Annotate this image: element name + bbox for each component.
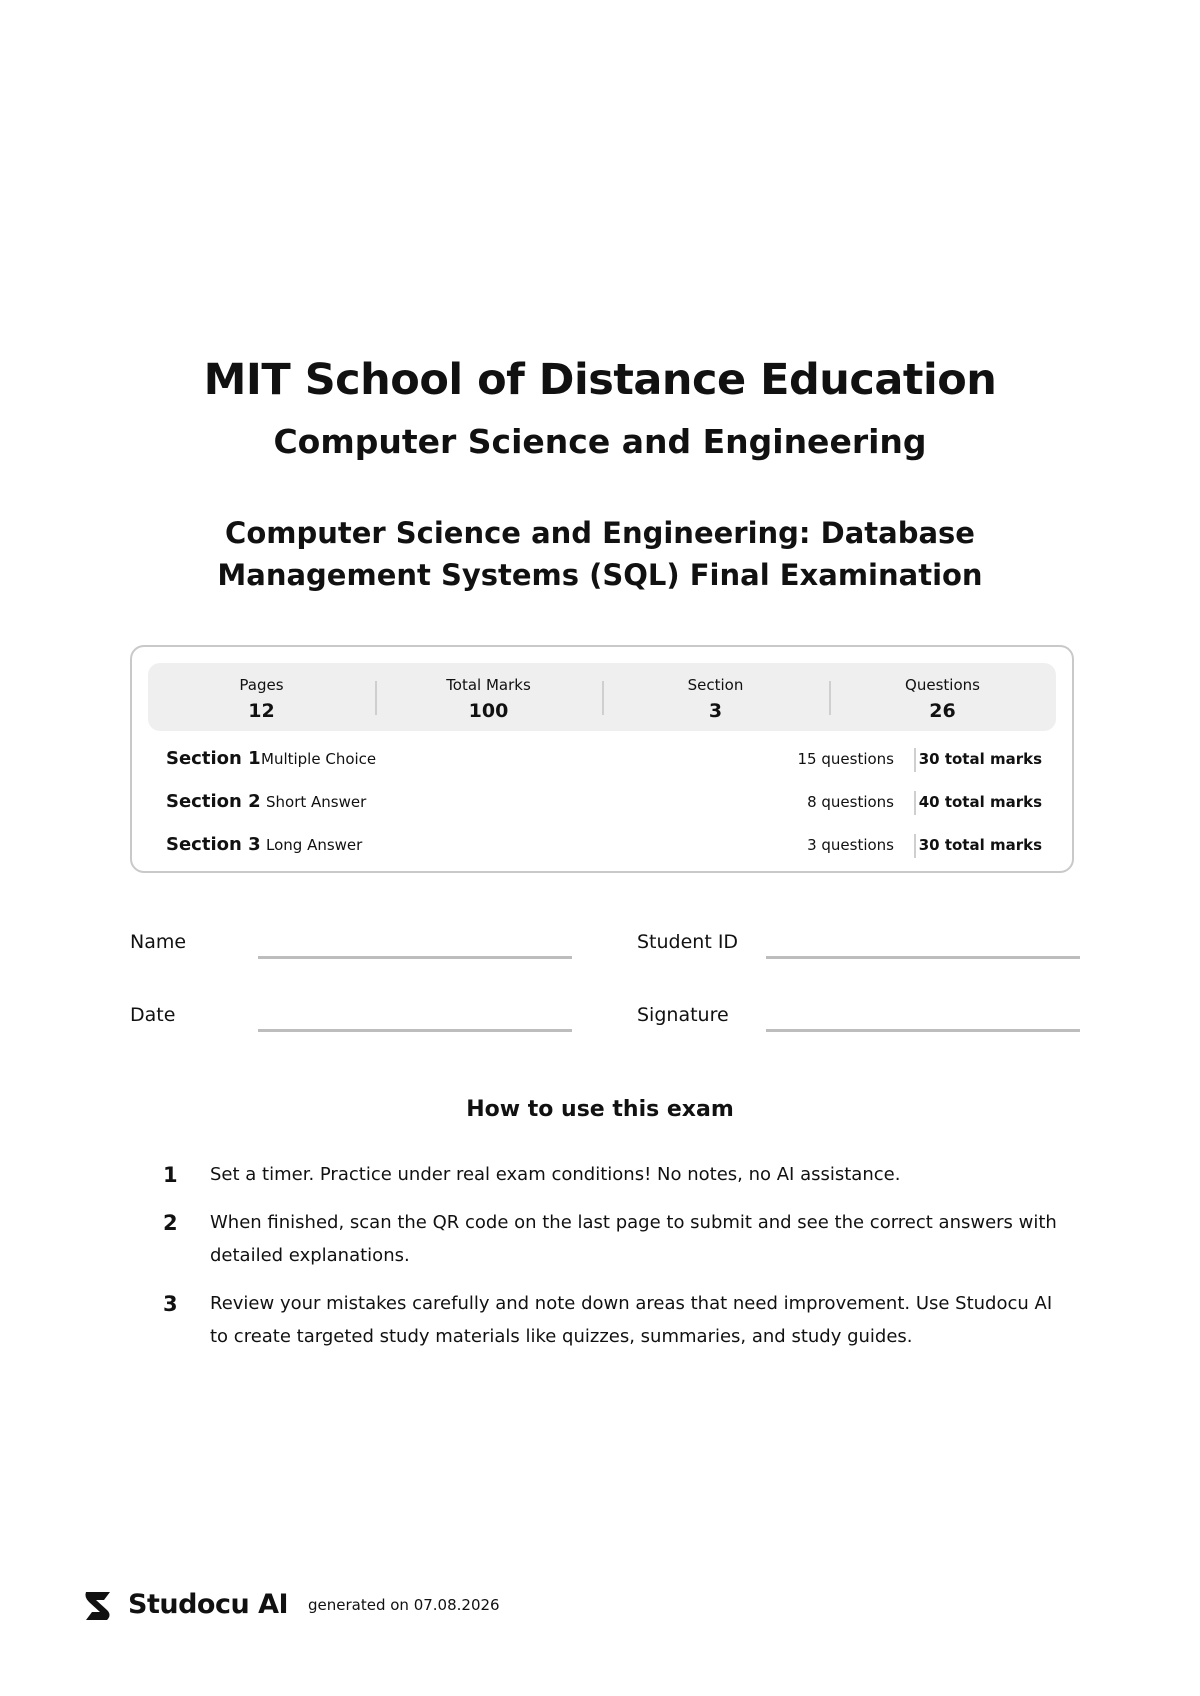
signature-field[interactable] — [766, 1029, 1080, 1032]
stat-value: 100 — [468, 700, 509, 722]
studocu-logo-icon — [80, 1588, 116, 1624]
stat-section — [602, 663, 829, 731]
section-row-1 — [166, 748, 1042, 772]
student-id-field[interactable] — [766, 956, 1080, 959]
section-name: Section 3 — [166, 834, 261, 855]
section-marks: 30 total marks — [918, 750, 1042, 768]
instructions-heading: How to use this exam — [466, 1097, 734, 1122]
step-number: 1 — [163, 1163, 178, 1187]
footer-brand: Studocu AI — [128, 1589, 289, 1620]
stat-value: 12 — [248, 700, 275, 722]
divider — [914, 834, 916, 858]
section-type: Long Answer — [266, 836, 363, 854]
stat-label: Questions — [905, 676, 980, 694]
signature-label: Signature — [637, 1004, 729, 1026]
divider — [914, 791, 916, 815]
step-text: Review your mistakes carefully and note down areas that need improvement. Use Studocu AI to create targeted study materials like quizzes, summaries, and study guides. — [210, 1293, 1053, 1347]
date-field[interactable] — [258, 1029, 572, 1032]
step-text: When finished, scan the QR code on the last page to submit and see the correct answers with detailed explanations. — [210, 1212, 1057, 1266]
section-questions: 3 questions — [807, 836, 894, 854]
stats-bar — [148, 663, 1056, 731]
step-text: Set a timer. Practice under real exam conditions! No notes, no AI assistance. — [210, 1164, 901, 1185]
stat-value: 26 — [929, 700, 956, 722]
stat-label: Section — [687, 676, 744, 694]
section-name: Section 2 — [166, 791, 261, 812]
stat-label: Pages — [239, 676, 284, 694]
generated-date: generated on 07.08.2026 — [308, 1596, 500, 1614]
section-questions: 15 questions — [797, 750, 894, 768]
page-title: MIT School of Distance Education — [203, 355, 997, 405]
step-number: 3 — [163, 1292, 178, 1316]
department-subtitle: Computer Science and Engineering — [273, 422, 927, 461]
section-questions: 8 questions — [807, 793, 894, 811]
student-id-label: Student ID — [637, 931, 739, 953]
section-type: Short Answer — [266, 793, 367, 811]
date-label: Date — [130, 1004, 176, 1026]
section-marks: 40 total marks — [918, 793, 1042, 811]
exam-title: Computer Science and Engineering: Database Management Systems (SQL) Final Examination — [217, 516, 983, 592]
stat-total-marks — [375, 663, 602, 731]
name-label: Name — [130, 931, 187, 953]
section-type: Multiple Choice — [261, 750, 377, 768]
exam-summary-box — [130, 645, 1074, 873]
stat-pages — [148, 663, 375, 731]
divider — [914, 748, 916, 772]
section-row-2 — [166, 791, 1042, 815]
section-row-3 — [166, 834, 1042, 858]
stat-value: 3 — [708, 700, 723, 722]
name-field[interactable] — [258, 956, 572, 959]
section-marks: 30 total marks — [918, 836, 1042, 854]
step-number: 2 — [163, 1211, 178, 1235]
stat-label: Total Marks — [446, 676, 531, 694]
stat-questions — [829, 663, 1056, 731]
section-name: Section 1 — [166, 748, 261, 769]
